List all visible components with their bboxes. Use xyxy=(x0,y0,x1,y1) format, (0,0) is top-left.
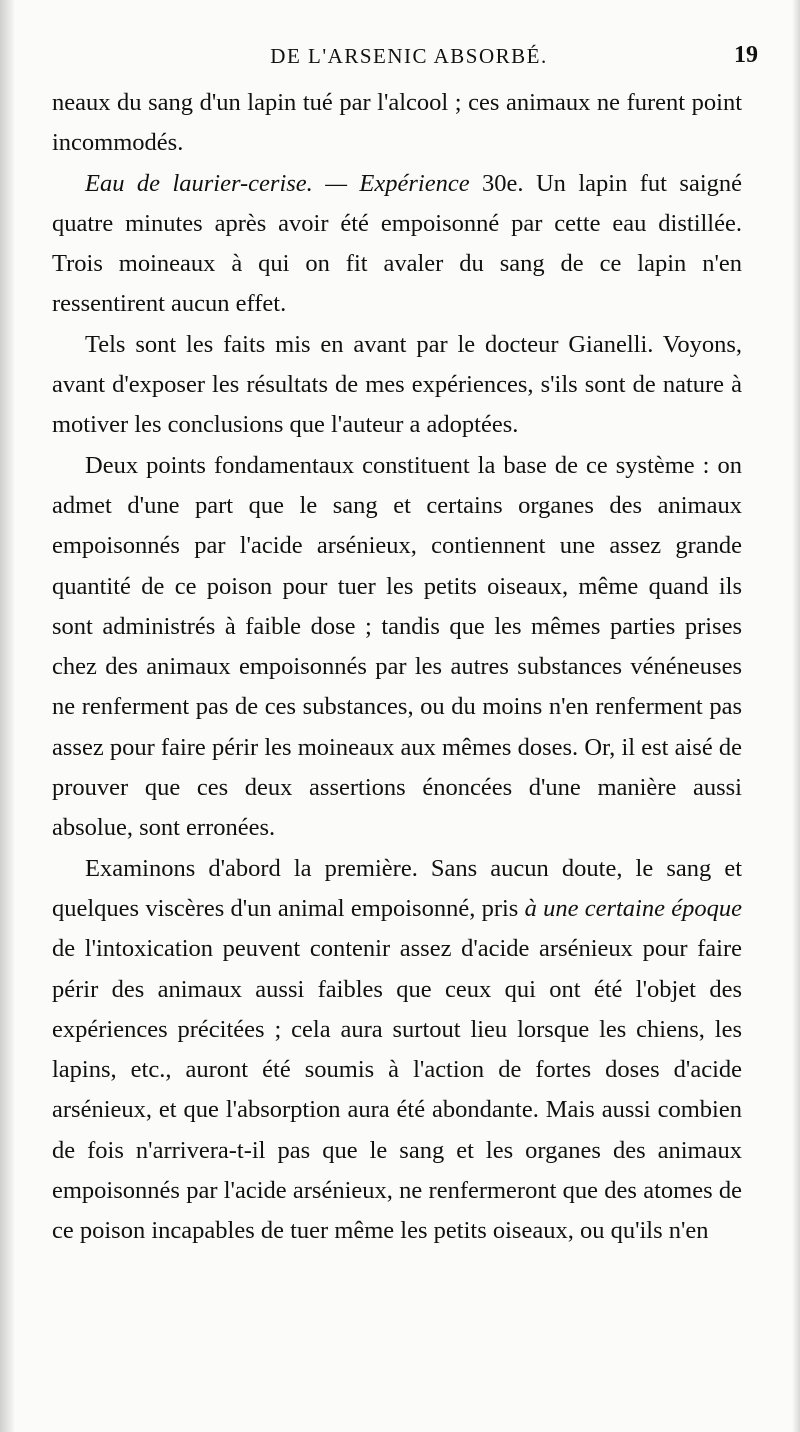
paragraph-2-text: 30e. Un lapin fut saigné quatre minutes après avoir été empoisonné par cette eau distillée. Trois moineaux à qui on fit avaler du sang de ce lapin n'en ressentirent aucun effet. xyxy=(52,169,742,318)
page-shadow-right xyxy=(792,0,800,1432)
paragraph-2 xyxy=(52,164,742,325)
page-number: 19 xyxy=(734,42,758,68)
running-title: DE L'ARSENIC ABSORBÉ. xyxy=(270,44,548,68)
page-header xyxy=(60,40,758,80)
paragraph-4-text: Deux points fondamentaux constituent la base de ce système : on admet d'une part que le sang et certains organes des animaux empoisonnés par l'acide arsénieux, contiennent une assez grande quantité de ce poison pour tuer les petits oiseaux, même quand ils sont administrés à faible dose ; tandis que les mêmes parties prises chez des animaux empoisonnés par les autres substances vénéneuses ne renferment pas de ces substances, ou du moins n'en renferment pas assez pour faire périr les moineaux aux mêmes doses. Or, il est aisé de prouver que ces deux assertions énoncées d'une manière aussi absolue, sont erronées. xyxy=(52,451,742,842)
body-text xyxy=(52,83,742,1252)
paragraph-5-text-b: de l'intoxication peuvent contenir assez d'acide arsénieux pour faire périr des animaux aussi faibles que ceux qui ont été l'objet des expériences précitées ; cela aura surtout lieu lorsque les chiens, les lapins, etc., auront été soumis à l'action de fortes doses d'acide arsénieux, et que l'absorption aura été abondante. Mais aussi combien de fois n'arrivera-t-il pas que le sang et les organes des animaux empoisonnés par l'acide arsénieux, ne renfermeront que des atomes de ce poison incapables de tuer même les petits oiseaux, ou qu'ils n'en xyxy=(52,935,742,1245)
paragraph-4 xyxy=(52,446,742,849)
paragraph-5-text-a: Examinons d'abord la première. Sans aucun doute, le sang et quelques viscères d'un animal empoisonné, pris xyxy=(52,854,742,922)
paragraph-1-text: neaux du sang d'un lapin tué par l'alcool ; ces animaux ne furent point incommodés. xyxy=(52,89,742,157)
paragraph-5-italic-run: à une certaine époque xyxy=(524,894,742,922)
paragraph-3-text: Tels sont les faits mis en avant par le docteur Gianelli. Voyons, avant d'exposer les résultats de mes expériences, s'ils sont de nature à motiver les conclusions que l'auteur a adoptées. xyxy=(52,330,742,439)
paragraph-3 xyxy=(52,325,742,446)
paragraph-1 xyxy=(52,83,742,164)
paragraph-5 xyxy=(52,849,742,1252)
page-shadow-left xyxy=(0,0,14,1432)
paragraph-2-italic-run: Eau de laurier-cerise. — Expérience xyxy=(85,169,470,197)
